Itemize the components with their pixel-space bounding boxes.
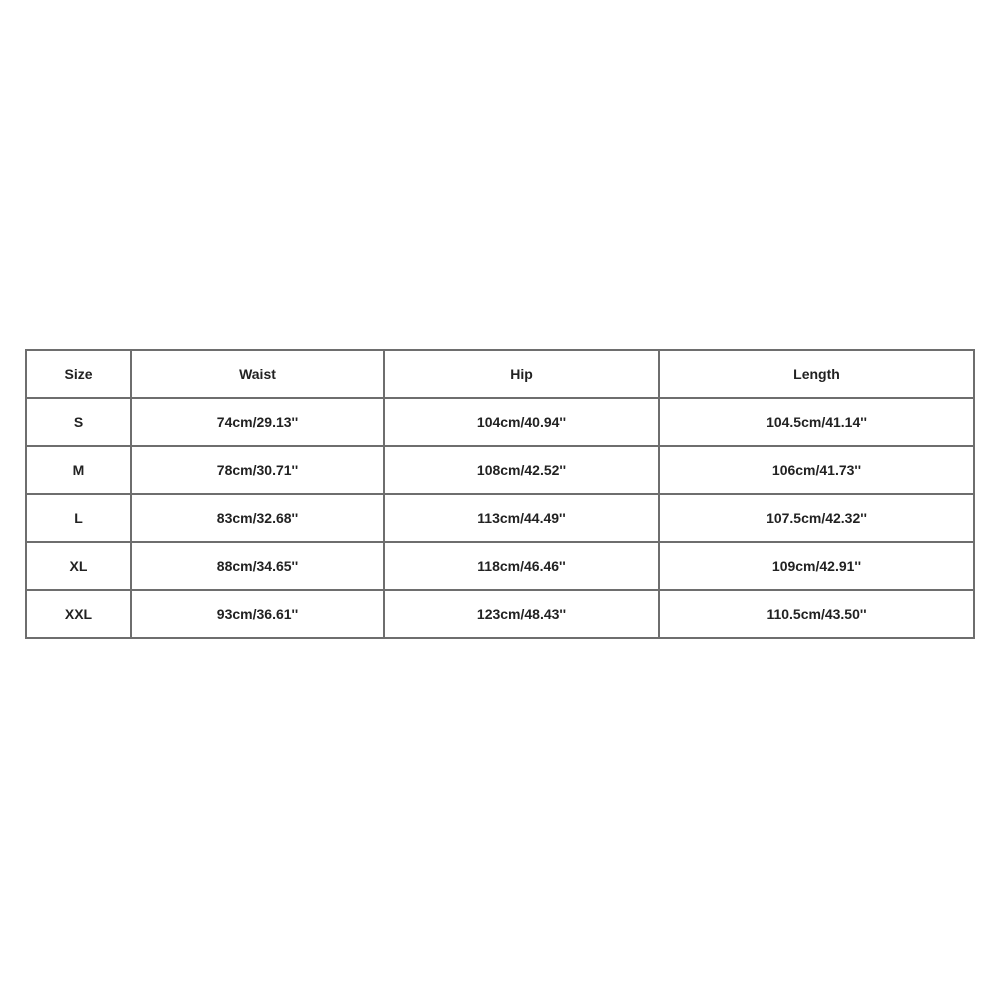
cell-hip: 123cm/48.43'' xyxy=(384,590,659,638)
cell-hip: 108cm/42.52'' xyxy=(384,446,659,494)
table-header-row xyxy=(26,350,974,398)
cell-hip: 104cm/40.94'' xyxy=(384,398,659,446)
table-row xyxy=(26,446,974,494)
cell-waist: 74cm/29.13'' xyxy=(131,398,384,446)
cell-waist: 83cm/32.68'' xyxy=(131,494,384,542)
cell-length: 110.5cm/43.50'' xyxy=(659,590,974,638)
table-row xyxy=(26,398,974,446)
cell-waist: 78cm/30.71'' xyxy=(131,446,384,494)
header-hip: Hip xyxy=(384,350,659,398)
cell-size: L xyxy=(26,494,131,542)
size-chart-table xyxy=(25,349,975,639)
cell-length: 104.5cm/41.14'' xyxy=(659,398,974,446)
cell-size: XL xyxy=(26,542,131,590)
header-waist: Waist xyxy=(131,350,384,398)
cell-size: S xyxy=(26,398,131,446)
table-row xyxy=(26,542,974,590)
cell-size: M xyxy=(26,446,131,494)
cell-length: 109cm/42.91'' xyxy=(659,542,974,590)
header-size: Size xyxy=(26,350,131,398)
table-row xyxy=(26,590,974,638)
cell-waist: 93cm/36.61'' xyxy=(131,590,384,638)
cell-size: XXL xyxy=(26,590,131,638)
cell-length: 107.5cm/42.32'' xyxy=(659,494,974,542)
cell-hip: 113cm/44.49'' xyxy=(384,494,659,542)
cell-length: 106cm/41.73'' xyxy=(659,446,974,494)
header-length: Length xyxy=(659,350,974,398)
table-row xyxy=(26,494,974,542)
cell-waist: 88cm/34.65'' xyxy=(131,542,384,590)
cell-hip: 118cm/46.46'' xyxy=(384,542,659,590)
